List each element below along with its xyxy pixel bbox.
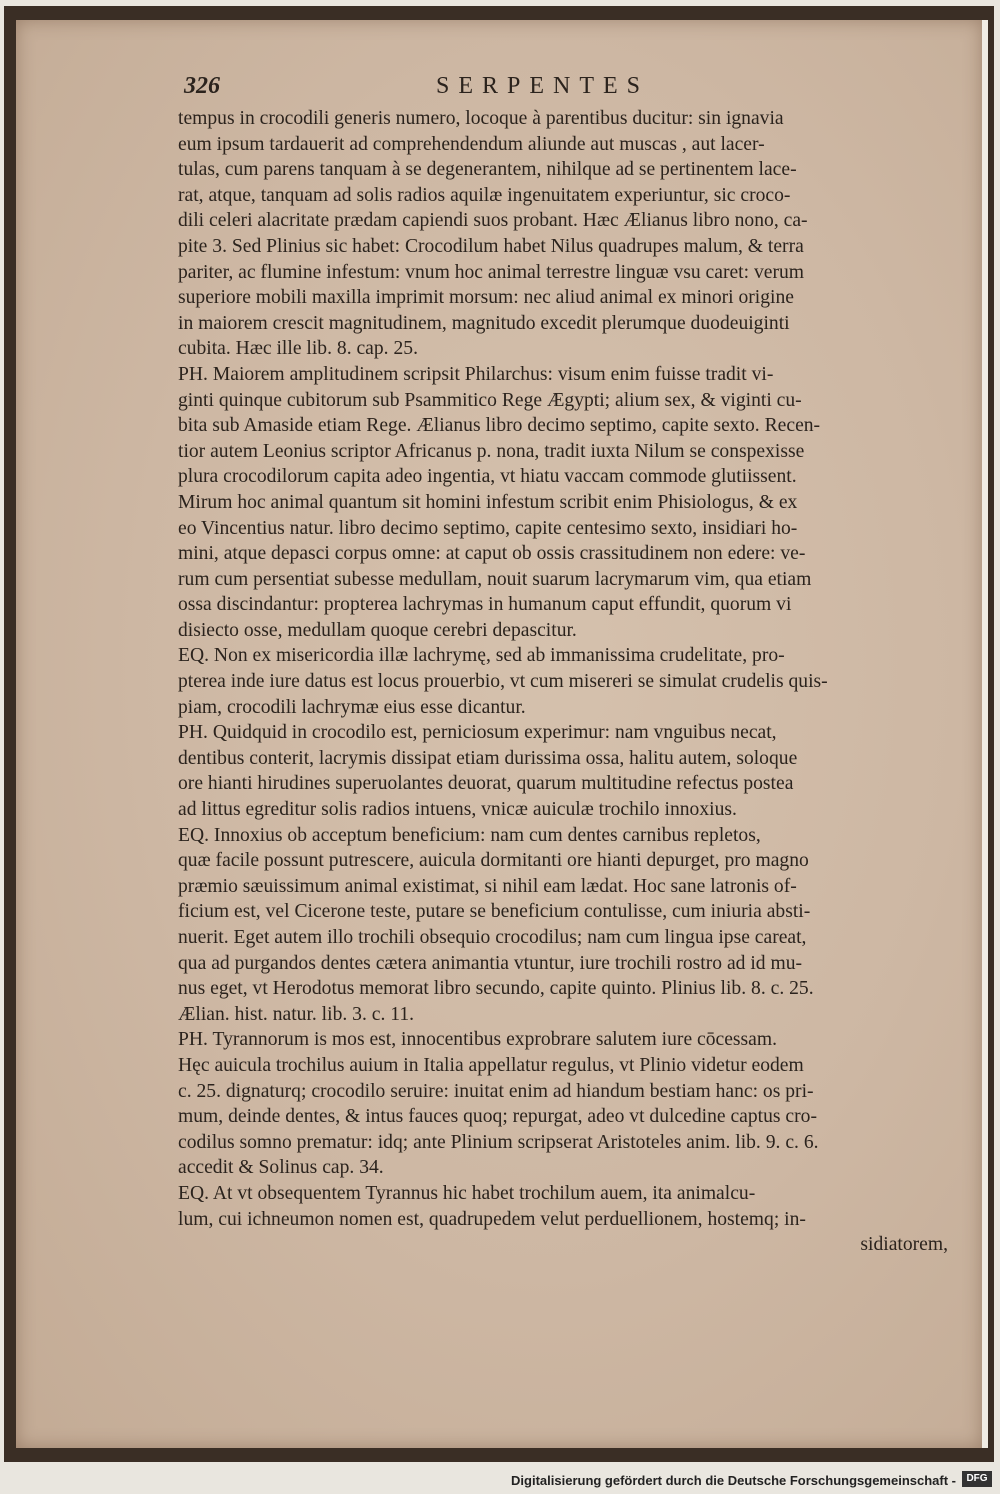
- text-line: dili celeri alacritate prædam capiendi suos probant. Hæc Ælianus libro nono, ca-: [178, 210, 808, 232]
- body-text: [178, 106, 958, 1232]
- text-block: [178, 73, 958, 1258]
- text-line: cubita. Hæc ille lib. 8. cap. 25.: [178, 338, 418, 360]
- text-line: quæ facile possunt putrescere, auicula dormitanti ore hianti depurget, pro magno: [178, 850, 809, 872]
- text-line: ficium est, vel Cicerone teste, putare se beneficium contulisse, cum iniuria absti-: [178, 901, 811, 923]
- text-line: disiecto osse, medullam quoque cerebri depascitur.: [178, 619, 577, 641]
- text-line: plura crocodilorum capita adeo ingentia, vt hiatu vaccam commode glutiissent.: [178, 466, 797, 488]
- text-line: superiore mobili maxilla imprimit morsum: nec aliud animal ex minori origine: [178, 287, 794, 309]
- text-line: bita sub Amaside etiam Rege. Ælianus libro decimo septimo, capite sexto. Recen-: [178, 415, 821, 437]
- text-line: eo Vincentius natur. libro decimo septimo, capite centesimo sexto, insidiari ho-: [178, 517, 798, 539]
- text-line: mum, deinde dentes, & intus fauces quoq; repurgat, adeo vt dulcedine captus cro-: [178, 1106, 817, 1128]
- text-line: tior autem Leonius scriptor Africanus p. nona, tradit iuxta Nilum se conspexisse: [178, 440, 805, 462]
- text-line: mini, atque depasci corpus omne: at caput ob ossis crassitudinem non edere: ve-: [178, 543, 806, 565]
- text-line: eum ipsum tardauerit ad comprehendendum aliunde aut muscas , aut lacer-: [178, 133, 765, 155]
- text-line: Ælian. hist. natur. lib. 3. c. 11.: [178, 1003, 415, 1025]
- text-line: dentibus conterit, lacrymis dissipat etiam durissima ossa, halitu autem, soloque: [178, 747, 798, 769]
- text-line: PH. Maiorem amplitudinem scripsit Philarchus: visum enim fuisse tradit vi-: [178, 363, 774, 385]
- text-line: c. 25. dignaturq; crocodilo seruire: inuitat enim ad hiandum bestiam hanc: os pri-: [178, 1080, 814, 1102]
- text-line: accedit & Solinus cap. 34.: [178, 1157, 384, 1179]
- text-line: EQ. At vt obsequentem Tyrannus hic habet trochilum auem, ita animalcu-: [178, 1182, 756, 1204]
- text-line: EQ. Innoxius ob acceptum beneficium: nam cum dentes carnibus repletos,: [178, 824, 761, 846]
- text-line: codilus somno prematur: idq; ante Plinium scripserat Aristoteles anim. lib. 9. c. 6.: [178, 1131, 819, 1153]
- text-line: piam, crocodili lachrymæ eius esse dicantur.: [178, 696, 526, 718]
- text-line: pariter, ac flumine infestum: vnum hoc animal terrestre linguæ vsu caret: verum: [178, 261, 805, 283]
- footer-credit: Digitalisierung gefördert durch die Deutsche Forschungsgemeinschaft -: [511, 1473, 956, 1488]
- text-line: pite 3. Sed Plinius sic habet: Crocodilum habet Nilus quadrupes malum, & terra: [178, 235, 804, 257]
- footer: [0, 1466, 1000, 1494]
- text-line: rum cum persentiat subesse medullam, nouit suarum lacrymarum vim, qua etiam: [178, 568, 812, 590]
- text-line: præmio sæuissimum animal existimat, si nihil eam lædat. Hoc sane latronis of-: [178, 875, 797, 897]
- catchword: sidiatorem,: [860, 1234, 948, 1256]
- text-line: EQ. Non ex misericordia illæ lachrymę, sed ab immanissima crudelitate, pro-: [178, 645, 785, 667]
- text-line: nus eget, vt Herodotus memorat libro secundo, capite quinto. Plinius lib. 8. c. 25.: [178, 978, 814, 1000]
- text-line: pterea inde iure datus est locus prouerbio, vt cum misereri se simulat crudelis quis-: [178, 671, 828, 693]
- page-number: 326: [184, 73, 220, 99]
- text-line: lum, cui ichneumon nomen est, quadrupedem velut perduellionem, hostemq; in-: [178, 1208, 806, 1230]
- text-line: qua ad purgandos dentes cætera animantia vtuntur, iure trochili rostro ad id mu-: [178, 952, 803, 974]
- text-line: PH. Tyrannorum is mos est, innocentibus exprobrare salutem iure cōcessam.: [178, 1029, 778, 1051]
- text-line: Mirum hoc animal quantum sit homini infestum scribit enim Phisiologus, & ex: [178, 491, 798, 513]
- text-line: rat, atque, tanquam ad solis radios aquilæ ingenuitatem experiuntur, sic croco-: [178, 184, 791, 206]
- text-line: ossa discindantur: propterea lachrymas in humanum caput effundit, quorum vi: [178, 594, 792, 616]
- page-header: [178, 73, 958, 104]
- text-line: tulas, cum parens tanquam à se degenerantem, nihilque ad se pertinentem lace-: [178, 159, 797, 181]
- text-line: nuerit. Eget autem illo trochili obsequio crocodilus; nam cum lingua ipse careat,: [178, 927, 807, 948]
- text-line: tempus in crocodili generis numero, locoque à parentibus ducitur: sin ignavia: [178, 108, 784, 129]
- text-line: in maiorem crescit magnitudinem, magnitudo excedit plerumque duodeuiginti: [178, 312, 790, 334]
- text-line: PH. Quidquid in crocodilo est, perniciosum experimur: nam vnguibus necat,: [178, 722, 777, 744]
- dfg-logo-icon: DFG: [962, 1471, 992, 1487]
- text-line: ginti quinque cubitorum sub Psammitico Rege Ægypti; alium sex, & viginti cu-: [178, 389, 802, 411]
- text-line: ore hianti hirudines superuolantes deuorat, quarum multitudine refectus postea: [178, 773, 794, 795]
- text-line: Hęc auicula trochilus auium in Italia appellatur regulus, vt Plinio videtur eodem: [178, 1054, 804, 1076]
- text-line: ad littus egreditur solis radios intuens, vnicæ auiculæ trochilo innoxius.: [178, 799, 737, 821]
- running-head: SERPENTES: [436, 73, 650, 99]
